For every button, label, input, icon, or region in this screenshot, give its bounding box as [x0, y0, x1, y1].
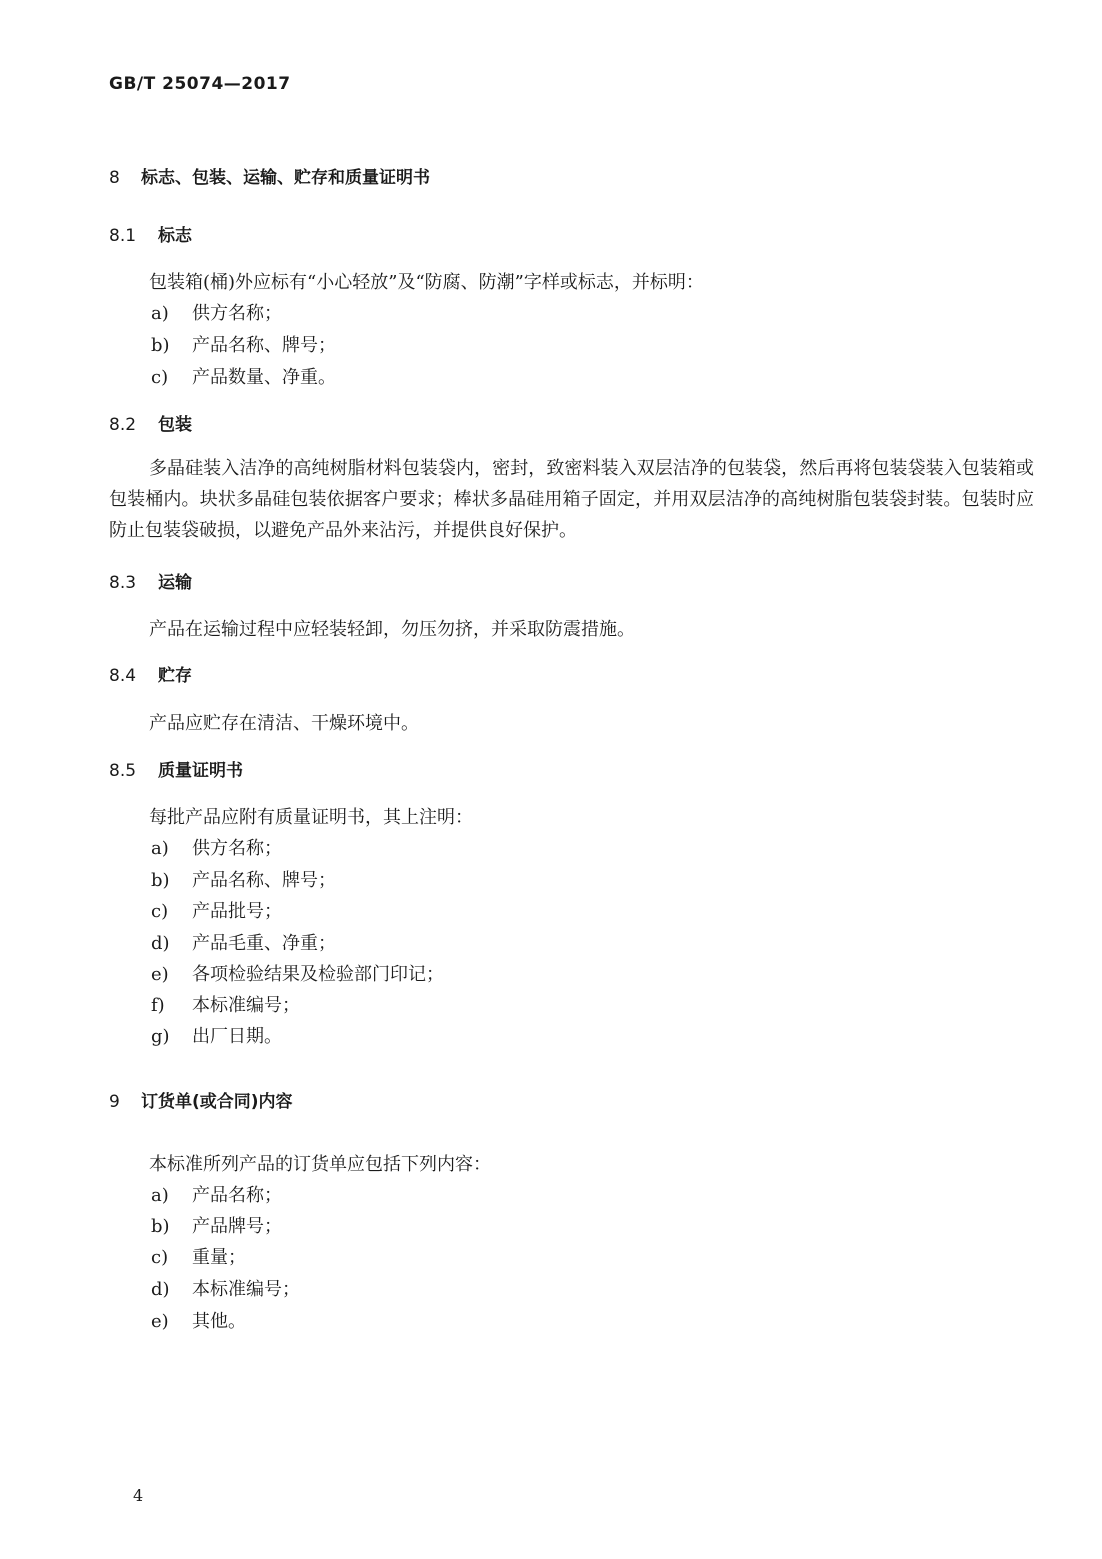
list-item: [151, 1307, 246, 1333]
standard-code: GB/T 25074—2017: [109, 74, 291, 94]
list-item: [151, 1022, 282, 1048]
section-8-1-heading: [109, 221, 192, 246]
section-title: 标志、包装、运输、贮存和质量证明书: [141, 168, 430, 188]
page-number: 4: [133, 1486, 144, 1505]
list-letter: a): [151, 303, 169, 324]
list-item: [151, 1212, 282, 1238]
list-item: [151, 960, 444, 986]
list-item: [151, 897, 282, 923]
list-text: 其他。: [192, 1311, 246, 1332]
list-letter: a): [151, 1185, 169, 1206]
list-letter: g): [151, 1026, 170, 1047]
list-text: 各项检验结果及检验部门印记；: [192, 964, 444, 985]
list-text: 供方名称；: [192, 303, 282, 324]
section-title: 质量证明书: [158, 761, 243, 781]
section-8-2-heading: [109, 410, 192, 435]
section-9-intro: 本标准所列产品的订货单应包括下列内容：: [149, 1154, 491, 1175]
list-text: 产品牌号；: [192, 1216, 282, 1237]
list-item: [151, 1243, 246, 1269]
list-letter: e): [151, 1311, 169, 1332]
section-title: 包装: [158, 415, 192, 435]
list-item: [151, 866, 336, 892]
list-letter: d): [151, 1279, 170, 1300]
section-9-heading: [109, 1087, 293, 1112]
list-item: [151, 363, 336, 389]
list-item: [151, 331, 336, 357]
list-text: 产品名称、牌号；: [192, 335, 336, 356]
list-letter: b): [151, 1216, 170, 1237]
list-text: 产品名称；: [192, 1185, 282, 1206]
section-title: 订货单(或合同)内容: [141, 1092, 293, 1112]
list-item: [151, 1275, 300, 1301]
section-8-3-text: 产品在运输过程中应轻装轻卸，勿压勿挤，并采取防震措施。: [149, 619, 635, 640]
section-8-2-text: 多晶硅装入洁净的高纯树脂材料包装袋内，密封，致密料装入双层洁净的包装袋，然后再将包装袋装入包装箱或包装桶内。块状多晶硅包装依据客户要求；棒状多晶硅用箱子固定，并用双层洁净的高纯树脂包装袋封装。包装时应防止包装袋破损，以避免产品外来沾污，并提供良好保护。: [109, 458, 1034, 541]
list-item: [151, 834, 282, 860]
list-letter: a): [151, 838, 169, 859]
section-8-4-heading: [109, 661, 192, 686]
section-8-5-heading: [109, 756, 243, 781]
section-number: 9: [109, 1092, 120, 1112]
section-8-3-heading: [109, 568, 192, 593]
list-item: [151, 929, 336, 955]
list-letter: b): [151, 870, 170, 891]
list-item: [151, 299, 282, 325]
section-number: 8.4: [109, 666, 137, 686]
list-text: 供方名称；: [192, 838, 282, 859]
list-letter: c): [151, 901, 169, 922]
list-text: 出厂日期。: [192, 1026, 282, 1047]
section-number: 8: [109, 168, 120, 188]
section-number: 8.3: [109, 573, 137, 593]
list-item: [151, 991, 300, 1017]
section-8-5-intro: 每批产品应附有质量证明书，其上注明：: [149, 807, 473, 828]
list-item: [151, 1181, 282, 1207]
list-letter: b): [151, 335, 170, 356]
list-letter: f): [151, 995, 165, 1016]
section-8-1-intro: 包装箱(桶)外应标有“小心轻放”及“防腐、防潮”字样或标志，并标明：: [149, 272, 704, 293]
section-8-4-text: 产品应贮存在清洁、干燥环境中。: [149, 713, 419, 734]
list-text: 产品批号；: [192, 901, 282, 922]
section-title: 贮存: [158, 666, 192, 686]
list-text: 产品毛重、净重；: [192, 933, 336, 954]
section-number: 8.1: [109, 226, 137, 246]
list-letter: d): [151, 933, 170, 954]
list-letter: c): [151, 367, 169, 388]
list-letter: c): [151, 1247, 169, 1268]
section-title: 运输: [158, 573, 192, 593]
section-title: 标志: [158, 226, 192, 246]
list-text: 产品名称、牌号；: [192, 870, 336, 891]
section-8-heading: [109, 163, 430, 188]
section-number: 8.5: [109, 761, 137, 781]
list-text: 产品数量、净重。: [192, 367, 336, 388]
list-text: 本标准编号；: [192, 1279, 300, 1300]
list-text: 重量；: [192, 1247, 246, 1268]
section-number: 8.2: [109, 415, 137, 435]
list-text: 本标准编号；: [192, 995, 300, 1016]
list-letter: e): [151, 964, 169, 985]
